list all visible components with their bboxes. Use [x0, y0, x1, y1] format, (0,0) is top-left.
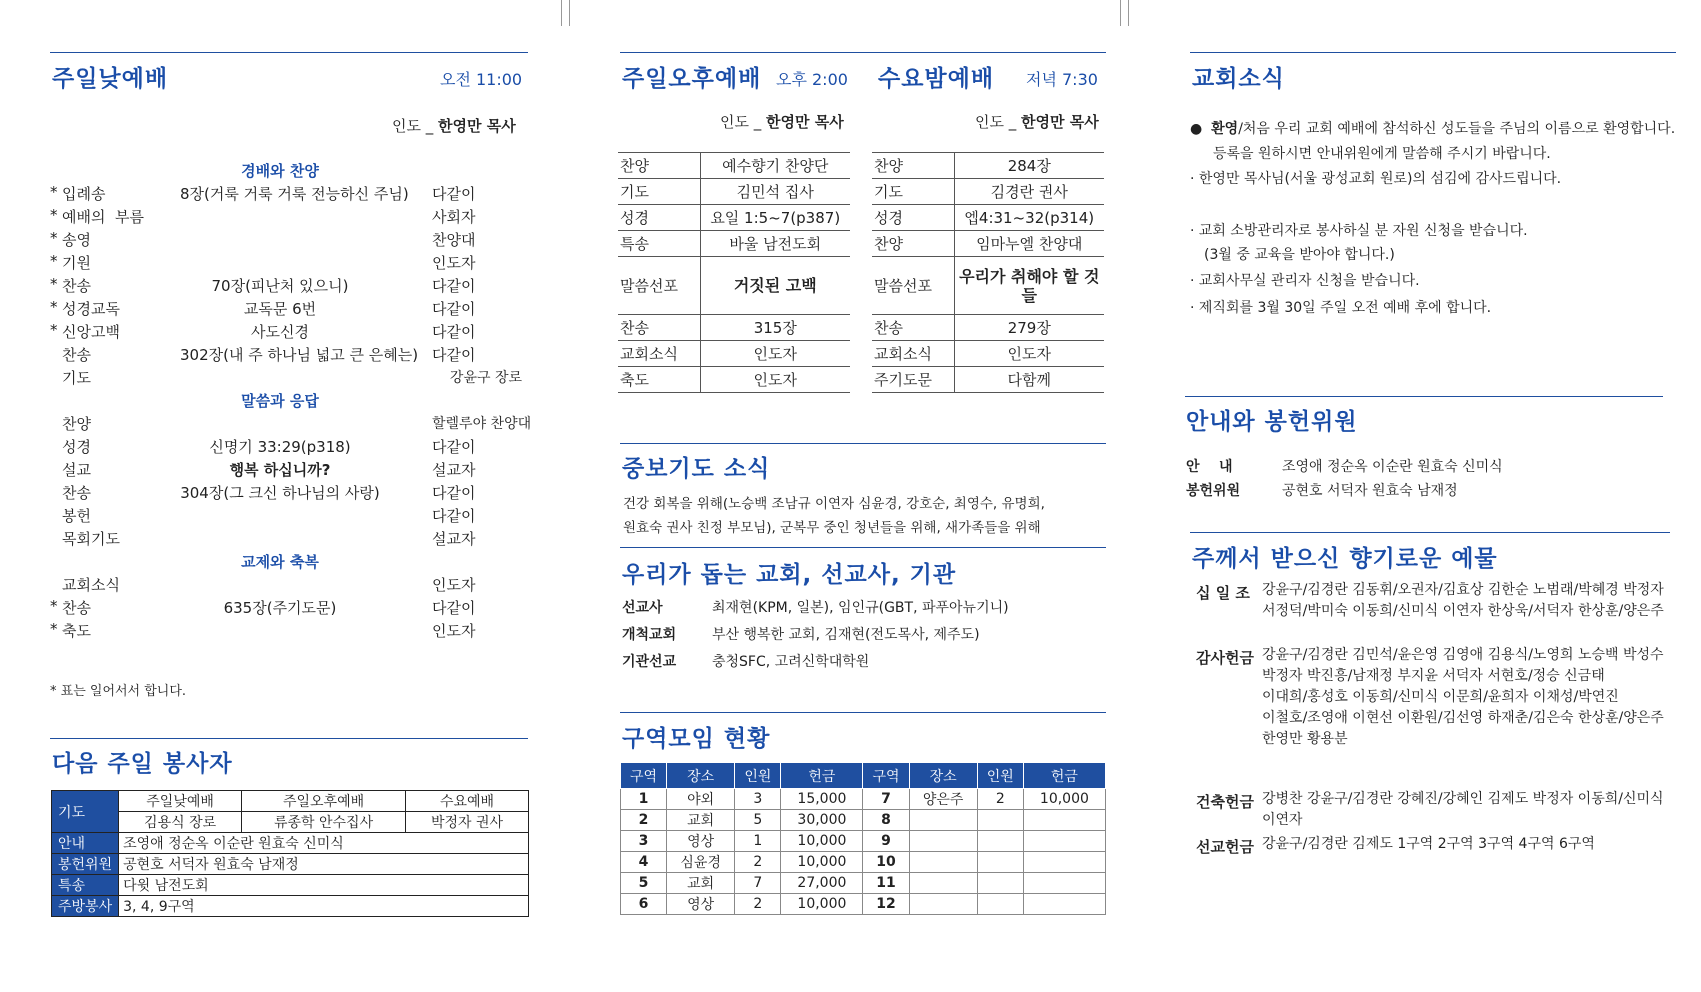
section-heading: 경배와 찬양 — [241, 162, 319, 180]
wednesday-service-title: 수요밤예배 — [878, 66, 995, 92]
districts-header-cell: 장소 — [667, 763, 735, 789]
order-item-person: 다같이 — [432, 438, 476, 456]
service-row-label: 주기도문 — [872, 367, 954, 393]
service-row — [872, 205, 1104, 231]
intercession-line: 건강 회복을 위해(노승백 조남규 이연자 심윤경, 강호순, 최영수, 유명희, — [623, 496, 1045, 512]
districts-cell: 10,000 — [1023, 789, 1105, 810]
districts-cell: 8 — [863, 810, 909, 831]
order-item-title: 기원 — [62, 254, 91, 272]
afternoon-service-title: 주일오후예배 — [622, 66, 762, 92]
order-item-title: 성경 — [62, 438, 91, 456]
districts-cell: 9 — [863, 831, 909, 852]
service-row-label: 특송 — [618, 231, 700, 257]
stand-mark: * — [50, 252, 58, 270]
order-item-person: 인도자 — [432, 622, 476, 640]
service-name: 주일오후예배 — [242, 791, 406, 812]
districts-cell: 6 — [621, 894, 667, 915]
order-item — [50, 413, 534, 436]
districts-cell: 15,000 — [781, 789, 863, 810]
service-row-label: 교회소식 — [618, 341, 700, 367]
service-row — [872, 341, 1104, 367]
districts-header-cell: 헌금 — [781, 763, 863, 789]
districts-row — [621, 873, 1106, 894]
building-label: 건축헌금 — [1196, 793, 1254, 811]
order-item-title: 설교 — [62, 461, 91, 479]
service-row-value: 인도자 — [700, 367, 850, 393]
divider — [1190, 52, 1676, 53]
order-item-content: 교독문 6번 — [243, 300, 317, 318]
order-item — [50, 528, 534, 551]
support-label: 기관선교 — [622, 654, 677, 670]
order-item-title: 찬송 — [62, 277, 91, 295]
order-item-person: 강윤구 장로 — [449, 370, 522, 386]
districts-cell: 2 — [621, 810, 667, 831]
news-item: ● 환영/처음 우리 교회 예배에 참석하신 성도들을 주님의 이름으로 환영합니다. — [1190, 121, 1676, 137]
service-row-label: 찬송 — [618, 315, 700, 341]
order-item — [50, 252, 534, 275]
districts-cell — [977, 831, 1023, 852]
sunday-leader: 인도 _ 한영만 목사 — [392, 117, 516, 135]
order-item-content: 302장(내 주 하나님 넓고 큰 은혜는) — [180, 346, 419, 364]
order-item-person: 설교자 — [432, 530, 476, 548]
divider — [620, 547, 1106, 548]
order-item-title: 목회기도 — [62, 530, 120, 548]
row-label: 특송 — [52, 875, 119, 896]
districts-cell: 5 — [735, 810, 781, 831]
districts-cell — [1023, 831, 1105, 852]
row-value: 다윗 남전도회 — [119, 875, 529, 896]
districts-cell: 10,000 — [781, 831, 863, 852]
wednesday-leader: 인도 _ 한영만 목사 — [975, 113, 1099, 131]
next-week-table — [51, 790, 529, 917]
order-item-title: 축도 — [62, 622, 91, 640]
districts-cell: 교회 — [667, 810, 735, 831]
stand-mark: * — [50, 275, 58, 293]
order-item-title: 교회소식 — [62, 576, 120, 594]
order-item — [50, 574, 534, 597]
divider — [1185, 396, 1663, 397]
news-title: 교회소식 — [1192, 66, 1285, 92]
mission-label: 선교헌금 — [1196, 838, 1254, 856]
districts-cell: 1 — [621, 789, 667, 810]
divider — [620, 712, 1106, 713]
service-row-value: 우리가 취해야 할 것들 — [954, 257, 1104, 315]
districts-cell: 4 — [621, 852, 667, 873]
service-row — [618, 257, 850, 315]
districts-cell: 27,000 — [781, 873, 863, 894]
districts-header-cell: 구역 — [621, 763, 667, 789]
intercession-line: 원효숙 권사 친정 부모님), 군복무 중인 청년들을 위해, 새가족들을 위해 — [623, 520, 1041, 536]
districts-row — [621, 852, 1106, 873]
wednesday-service-time: 저녁 7:30 — [1026, 70, 1098, 89]
service-row-label: 찬송 — [872, 315, 954, 341]
service-row-label: 기도 — [872, 179, 954, 205]
order-item — [50, 436, 534, 459]
order-item-content: 신명기 33:29(p318) — [209, 438, 351, 456]
service-row-value: 279장 — [954, 315, 1104, 341]
order-item-person: 찬양대 — [432, 231, 476, 249]
news-item: · 한영만 목사님(서울 광성교회 원로)의 섬김에 감사드립니다. — [1190, 171, 1562, 187]
districts-header-cell: 인원 — [977, 763, 1023, 789]
thanks-list: 강윤구/김경란 김민석/윤은영 김영애 김용식/노영희 노승백 박성수 박정자 박진흥/남재정 부지윤 서덕자 서현호/정승 신금태 이대희/홍성호 이동희/신미식 이문희/윤희자 이채성/박연진 이철호/조영애 이현선 이환원/김선영 하재춘/김은숙 한상훈/양은주 한영만 황용분 — [1262, 647, 1664, 747]
service-row-label: 교회소식 — [872, 341, 954, 367]
districts-cell: 2 — [977, 789, 1023, 810]
fold-mark — [1128, 0, 1129, 26]
order-item — [50, 459, 534, 482]
service-row-label: 성경 — [872, 205, 954, 231]
service-row-value: 다함께 — [954, 367, 1104, 393]
districts-row — [621, 810, 1106, 831]
building-list: 강병찬 강윤구/김경란 강혜진/강혜인 김제도 박정자 이동희/신미식 이연자 — [1262, 791, 1664, 828]
service-row-label: 찬양 — [872, 231, 954, 257]
districts-cell — [909, 894, 977, 915]
order-item — [50, 206, 534, 229]
support-list — [622, 597, 1108, 678]
service-row-value: 바울 남전도회 — [700, 231, 850, 257]
districts-cell: 5 — [621, 873, 667, 894]
service-row — [618, 367, 850, 393]
order-item — [50, 229, 534, 252]
districts-cell: 2 — [735, 852, 781, 873]
order-item-title: 봉헌 — [62, 507, 91, 525]
row-label: 안내 — [52, 833, 119, 854]
sunday-service-time: 오전 11:00 — [440, 70, 523, 89]
prayer-name: 박정자 권사 — [406, 812, 529, 833]
stand-mark: * — [50, 597, 58, 615]
support-row — [622, 597, 1108, 624]
order-item-person: 인도자 — [432, 576, 476, 594]
order-item-title: 찬송 — [62, 346, 91, 364]
fold-mark — [561, 0, 562, 26]
intercession-title: 중보기도 소식 — [622, 456, 771, 482]
service-name: 주일낮예배 — [119, 791, 242, 812]
service-row-value: 김민석 집사 — [700, 179, 850, 205]
stand-mark: * — [50, 206, 58, 224]
service-row — [618, 231, 850, 257]
mission-list: 강윤구/김경란 김제도 1구역 2구역 3구역 4구역 6구역 — [1262, 836, 1595, 852]
order-item-person: 다같이 — [432, 346, 476, 364]
support-value: 부산 행복한 교회, 김재현(전도목사, 제주도) — [712, 627, 980, 643]
districts-table — [620, 762, 1106, 915]
support-value: 충청SFC, 고려신학대학원 — [712, 654, 870, 670]
districts-cell: 야외 — [667, 789, 735, 810]
order-item-title: 입례송 — [62, 185, 106, 203]
districts-cell — [977, 873, 1023, 894]
districts-header-cell: 구역 — [863, 763, 909, 789]
districts-cell — [909, 852, 977, 873]
districts-cell — [1023, 852, 1105, 873]
support-value: 최재현(KPM, 일본), 임인규(GBT, 파푸아뉴기니) — [712, 600, 1009, 616]
districts-cell: 10,000 — [781, 852, 863, 873]
districts-cell — [1023, 810, 1105, 831]
prayer-name: 류종학 안수집사 — [242, 812, 406, 833]
service-row-value: 예수향기 찬양단 — [700, 153, 850, 179]
stand-mark: * — [50, 620, 58, 638]
service-row-label: 말씀선포 — [872, 257, 954, 315]
news-item: · 교회 소방관리자로 봉사하실 분 자원 신청을 받습니다. — [1190, 223, 1528, 239]
districts-cell — [977, 894, 1023, 915]
row-value: 공현호 서덕자 원효숙 남재정 — [119, 854, 529, 875]
districts-cell: 12 — [863, 894, 909, 915]
districts-cell: 3 — [735, 789, 781, 810]
standing-note: * 표는 일어서서 합니다. — [50, 684, 187, 699]
districts-cell: 심윤경 — [667, 852, 735, 873]
divider — [50, 52, 528, 53]
service-name: 수요예배 — [406, 791, 529, 812]
order-item-content: 635장(주기도문) — [223, 599, 337, 617]
service-row-value: 인도자 — [700, 341, 850, 367]
order-item-person: 다같이 — [432, 277, 476, 295]
guide-row: 안 내 조영애 정순옥 이순란 원효숙 신미식 — [1186, 459, 1503, 475]
row-label: 봉헌위원 — [52, 854, 119, 875]
order-item-content: 8장(거룩 거룩 거룩 전능하신 주님) — [180, 185, 409, 203]
order-item-title: 신앙고백 — [62, 323, 120, 341]
order-item-title: 송영 — [62, 231, 91, 249]
order-of-service — [50, 160, 534, 660]
support-label: 선교사 — [622, 600, 663, 616]
order-item-content: 사도신경 — [251, 323, 309, 341]
section-heading: 교제와 축복 — [241, 553, 319, 571]
districts-row — [621, 789, 1106, 810]
order-item — [50, 505, 534, 528]
fold-mark — [1120, 0, 1121, 26]
order-item-person: 인도자 — [432, 254, 476, 272]
order-item — [50, 367, 534, 390]
districts-cell: 영상 — [667, 831, 735, 852]
districts-cell — [977, 852, 1023, 873]
next-week-title: 다음 주일 봉사자 — [52, 751, 233, 777]
districts-header-cell: 헌금 — [1023, 763, 1105, 789]
order-item-title: 예배의 부름 — [62, 208, 144, 226]
districts-cell: 양은주 — [909, 789, 977, 810]
order-item — [50, 298, 534, 321]
service-row-value: 엡4:31~32(p314) — [954, 205, 1104, 231]
districts-row — [621, 831, 1106, 852]
service-row-value: 284장 — [954, 153, 1104, 179]
districts-title: 구역모임 현황 — [622, 726, 771, 752]
order-item-title: 찬송 — [62, 599, 91, 617]
stand-mark: * — [50, 321, 58, 339]
service-row-value: 임마누엘 찬양대 — [954, 231, 1104, 257]
order-item — [50, 183, 534, 206]
order-item-person: 다같이 — [432, 323, 476, 341]
order-item-person: 설교자 — [432, 461, 476, 479]
service-row — [872, 231, 1104, 257]
news-item-cont: 등록을 원하시면 안내위원에게 말씀해 주시기 바랍니다. — [1213, 146, 1551, 162]
divider — [620, 52, 1106, 53]
districts-cell: 30,000 — [781, 810, 863, 831]
districts-cell: 교회 — [667, 873, 735, 894]
service-row-value: 315장 — [700, 315, 850, 341]
service-row-value: 인도자 — [954, 341, 1104, 367]
order-item-title: 기도 — [62, 369, 91, 387]
districts-cell — [909, 831, 977, 852]
tithe-label: 십 일 조 — [1196, 584, 1250, 602]
afternoon-leader: 인도 _ 한영만 목사 — [720, 113, 844, 131]
section-heading: 말씀과 응답 — [241, 392, 319, 410]
support-row — [622, 651, 1108, 678]
stand-mark: * — [50, 183, 58, 201]
service-row-value: 김경란 권사 — [954, 179, 1104, 205]
order-item-person: 사회자 — [432, 208, 476, 226]
order-item-person: 다같이 — [432, 484, 476, 502]
news-item: · 교회사무실 관리자 신청을 받습니다. — [1190, 273, 1420, 289]
sunday-service-title: 주일낮예배 — [52, 66, 169, 92]
service-row-value: 요일 1:5~7(p387) — [700, 205, 850, 231]
order-item-title: 찬양 — [62, 415, 91, 433]
service-row — [872, 153, 1104, 179]
service-row — [872, 315, 1104, 341]
order-item — [50, 620, 534, 643]
service-row — [872, 179, 1104, 205]
stand-mark: * — [50, 229, 58, 247]
order-item-content: 행복 하십니까? — [229, 461, 331, 479]
service-row-value: 거짓된 고백 — [700, 257, 850, 315]
districts-cell — [977, 810, 1023, 831]
support-row — [622, 624, 1108, 651]
service-row-label: 말씀선포 — [618, 257, 700, 315]
service-row-label: 기도 — [618, 179, 700, 205]
districts-cell: 영상 — [667, 894, 735, 915]
districts-cell: 11 — [863, 873, 909, 894]
service-row-label: 성경 — [618, 205, 700, 231]
fold-mark — [569, 0, 570, 26]
districts-row — [621, 894, 1106, 915]
districts-cell — [909, 810, 977, 831]
news-item: · 제직회를 3월 30일 주일 오전 예배 후에 합니다. — [1190, 300, 1492, 316]
districts-cell — [1023, 894, 1105, 915]
order-item-person: 다같이 — [432, 599, 476, 617]
districts-cell — [909, 873, 977, 894]
row-value: 3, 4, 9구역 — [119, 896, 529, 917]
order-item-title: 찬송 — [62, 484, 91, 502]
service-row-label: 축도 — [618, 367, 700, 393]
service-row — [872, 257, 1104, 315]
ushers-title: 안내와 봉헌위원 — [1186, 409, 1358, 435]
service-row — [618, 341, 850, 367]
districts-cell: 2 — [735, 894, 781, 915]
support-title: 우리가 돕는 교회, 선교사, 기관 — [622, 562, 957, 588]
order-item-title: 성경교독 — [62, 300, 120, 318]
row-label: 주방봉사 — [52, 896, 119, 917]
order-item — [50, 344, 534, 367]
order-item — [50, 597, 534, 620]
service-row — [872, 367, 1104, 393]
row-value: 조영애 정순옥 이순란 원효숙 신미식 — [119, 833, 529, 854]
districts-cell: 10 — [863, 852, 909, 873]
service-row-label: 찬양 — [618, 153, 700, 179]
prayer-name: 김용식 장로 — [119, 812, 242, 833]
support-label: 개척교회 — [622, 627, 677, 643]
divider — [50, 738, 528, 739]
order-item-person: 다같이 — [432, 300, 476, 318]
districts-cell: 1 — [735, 831, 781, 852]
stand-mark: * — [50, 298, 58, 316]
offerings-title: 주께서 받으신 향기로운 예물 — [1192, 546, 1498, 572]
districts-cell — [1023, 873, 1105, 894]
offering-row: 봉헌위원 공현호 서덕자 원효숙 남재정 — [1186, 483, 1458, 499]
districts-header-row — [621, 763, 1106, 789]
service-row — [618, 205, 850, 231]
divider — [1190, 532, 1670, 533]
order-item-person: 할렐루야 찬양대 — [432, 416, 532, 432]
thanks-label: 감사헌금 — [1196, 649, 1254, 667]
districts-header-cell: 인원 — [735, 763, 781, 789]
order-item-content: 70장(피난처 있으니) — [211, 277, 349, 295]
news-item-cont: (3월 중 교육을 받아야 합니다.) — [1204, 247, 1395, 263]
districts-cell: 7 — [735, 873, 781, 894]
service-row — [618, 153, 850, 179]
order-item-person: 다같이 — [432, 185, 476, 203]
wednesday-order-table — [872, 152, 1104, 393]
divider — [620, 443, 1106, 444]
tithe-list: 강윤구/김경란 김동휘/오권자/김효상 김한순 노범래/박혜경 박정자 서정덕/박미숙 이동희/신미식 이연자 한상욱/서덕자 한상훈/양은주 — [1262, 582, 1664, 619]
prayer-label: 기도 — [52, 791, 119, 833]
order-item — [50, 321, 534, 344]
order-item-person: 다같이 — [432, 507, 476, 525]
districts-cell: 10,000 — [781, 894, 863, 915]
service-row-label: 찬양 — [872, 153, 954, 179]
service-row — [618, 315, 850, 341]
order-item — [50, 482, 534, 505]
service-row — [618, 179, 850, 205]
districts-cell: 7 — [863, 789, 909, 810]
order-item — [50, 275, 534, 298]
districts-cell: 3 — [621, 831, 667, 852]
districts-header-cell: 장소 — [909, 763, 977, 789]
afternoon-order-table — [618, 152, 850, 393]
afternoon-service-time: 오후 2:00 — [776, 70, 848, 89]
order-item-content: 304장(그 크신 하나님의 사랑) — [180, 484, 380, 502]
